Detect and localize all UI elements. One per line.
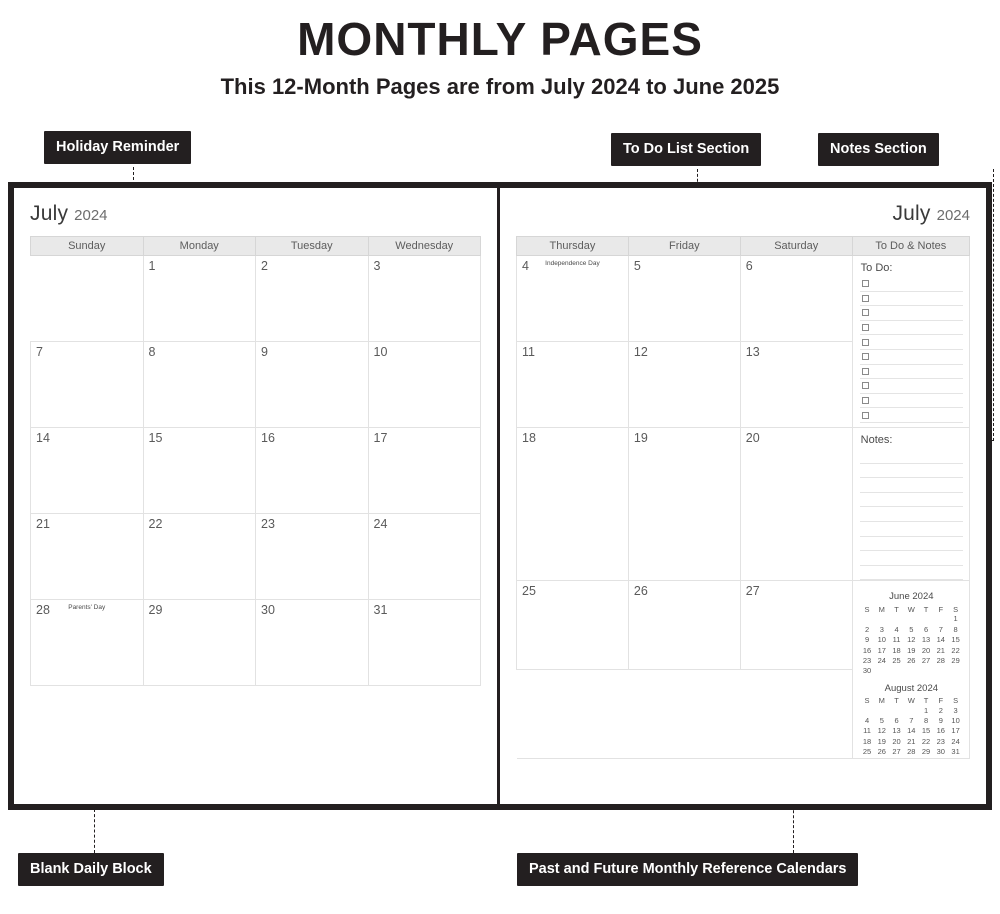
mini-day-cell	[860, 706, 875, 716]
day-number: 9	[261, 345, 268, 359]
mini-day-cell: 17	[951, 726, 960, 736]
mini-week-row	[860, 656, 963, 666]
mini-week-row	[860, 635, 963, 645]
mini-day-cell: 29	[951, 655, 960, 665]
callout-holiday-reminder: Holiday Reminder	[44, 131, 191, 164]
mini-day-cell: 30	[936, 747, 945, 757]
week-row	[31, 256, 481, 342]
weekday-header-sunday: Sunday	[31, 237, 144, 256]
week-row	[31, 342, 481, 428]
mini-day-cell: 25	[892, 655, 901, 665]
mini-day-cell: 1	[953, 614, 958, 624]
day-cell[interactable]	[628, 342, 740, 428]
mini-calendar-grid	[860, 604, 963, 676]
mini-day-cell: 6	[923, 624, 929, 634]
mini-day-cell: 22	[921, 736, 931, 746]
day-cell[interactable]	[740, 581, 852, 670]
checkbox-icon[interactable]	[862, 339, 869, 346]
mini-day-cell: 9	[938, 716, 943, 726]
mini-week-row	[860, 737, 963, 747]
left-page-month-header	[30, 202, 481, 236]
page-subtitle: This 12-Month Pages are from July 2024 to June 2025	[220, 74, 780, 99]
callout-notes-section: Notes Section	[818, 133, 939, 166]
note-line[interactable]	[860, 566, 963, 581]
mini-calendar-title: August 2024	[884, 682, 939, 694]
mini-week-row	[860, 614, 963, 624]
day-cell[interactable]	[31, 342, 144, 428]
mini-day-cell	[889, 706, 904, 716]
mini-week-row	[860, 625, 963, 635]
mini-day-cell: 8	[923, 716, 929, 726]
mini-weekday-header: M	[878, 696, 885, 706]
mini-day-cell: 1	[923, 705, 929, 715]
mini-day-cell: 12	[907, 635, 916, 645]
mini-day-cell: 14	[936, 635, 945, 645]
day-cell[interactable]	[256, 428, 369, 514]
mini-day-cell: 15	[921, 726, 931, 736]
day-cell[interactable]	[31, 600, 144, 686]
mini-day-cell: 25	[862, 747, 872, 757]
mini-day-cell	[919, 666, 934, 676]
mini-weekday-header: T	[894, 604, 899, 614]
mini-day-cell	[860, 614, 875, 624]
day-cell[interactable]	[143, 514, 256, 600]
notes-row-list[interactable]	[860, 449, 963, 580]
todo-row[interactable]	[860, 365, 963, 380]
week-row	[31, 600, 481, 686]
mini-week-row	[860, 747, 963, 757]
mini-weekday-header: W	[907, 696, 915, 706]
day-cell[interactable]	[628, 428, 740, 581]
mini-day-cell: 26	[877, 747, 886, 757]
mini-day-cell: 24	[877, 655, 886, 665]
mini-day-cell: 27	[892, 747, 901, 757]
note-line[interactable]	[860, 449, 963, 464]
todo-row[interactable]	[860, 350, 963, 365]
mini-day-cell: 9	[864, 635, 870, 645]
right-weekday-row	[517, 237, 970, 256]
left-month-grid	[30, 236, 481, 686]
mini-day-cell: 3	[953, 705, 958, 715]
mini-day-cell: 17	[877, 645, 886, 655]
day-cell[interactable]	[740, 342, 852, 428]
day-number: 15	[148, 431, 163, 445]
mini-weekday-row	[860, 604, 963, 614]
todo-row[interactable]	[860, 277, 963, 292]
day-cell[interactable]	[740, 669, 852, 758]
mini-weekday-header: F	[938, 604, 944, 614]
day-cell[interactable]	[517, 581, 629, 670]
leader-line-notes-vert	[993, 169, 994, 441]
mini-day-cell: 23	[862, 655, 872, 665]
mini-day-cell: 2	[864, 624, 870, 634]
day-number: 8	[148, 345, 156, 359]
reference-calendars	[852, 581, 969, 758]
mini-day-cell: 5	[909, 624, 914, 634]
mini-day-cell: 28	[907, 747, 916, 757]
day-cell[interactable]	[740, 256, 852, 342]
right-month-year: 2024	[936, 207, 970, 224]
day-number: 4	[522, 259, 529, 273]
mini-day-cell: 7	[938, 624, 943, 634]
right-month-name: July	[892, 202, 931, 225]
mini-day-cell: 10	[951, 716, 960, 726]
todo-row[interactable]	[860, 321, 963, 336]
day-cell[interactable]	[517, 669, 629, 758]
notes-label: Notes:	[860, 434, 893, 446]
mini-day-cell	[904, 666, 919, 676]
mini-day-cell: 16	[862, 645, 872, 655]
mini-day-cell: 12	[877, 726, 886, 736]
mini-day-cell: 19	[907, 645, 916, 655]
mini-weekday-header: T	[894, 696, 899, 706]
day-number: 12	[633, 345, 648, 359]
day-number: 30	[261, 603, 275, 617]
mini-day-cell: 10	[877, 635, 886, 645]
mini-day-cell: 6	[894, 716, 899, 726]
day-number: 31	[373, 603, 388, 617]
mini-day-cell: 8	[953, 624, 958, 634]
todo-section[interactable]	[852, 256, 969, 428]
mini-day-cell: 29	[921, 747, 931, 757]
day-cell[interactable]	[256, 514, 369, 600]
day-number: 23	[261, 517, 275, 531]
day-number: 25	[522, 584, 536, 599]
mini-day-cell: 22	[951, 645, 960, 655]
mini-day-cell: 26	[907, 655, 916, 665]
mini-weekday-header: S	[953, 696, 959, 706]
week-row	[517, 428, 970, 581]
mini-day-cell: 13	[892, 726, 901, 736]
mini-day-cell	[919, 614, 934, 624]
day-number: 7	[36, 345, 43, 359]
day-cell[interactable]	[256, 600, 369, 686]
mini-day-cell: 3	[879, 624, 884, 634]
weekday-header-saturday: Saturday	[740, 237, 852, 256]
day-number: 3	[373, 259, 381, 273]
callout-todo-list-section: To Do List Section	[611, 133, 761, 166]
holiday-note: Independence Day	[545, 260, 600, 267]
weekday-header-friday: Friday	[628, 237, 740, 256]
mini-day-cell: 11	[892, 635, 901, 645]
day-cell[interactable]	[368, 600, 481, 686]
mini-day-cell	[933, 614, 948, 624]
callout-blank-daily-block: Blank Daily Block	[18, 853, 164, 886]
day-cell[interactable]	[31, 256, 144, 342]
left-month-year: 2024	[74, 207, 108, 224]
mini-day-cell	[889, 614, 904, 624]
mini-day-cell	[874, 666, 889, 676]
mini-weekday-header: T	[923, 604, 929, 614]
todo-row[interactable]	[860, 394, 963, 409]
checkbox-icon[interactable]	[862, 412, 869, 419]
left-page	[14, 188, 500, 804]
day-number: 1	[148, 259, 156, 273]
holiday-note: Parents' Day	[68, 604, 106, 611]
week-row	[517, 581, 970, 670]
mini-day-cell	[904, 706, 919, 716]
notes-section[interactable]	[852, 428, 969, 581]
day-cell[interactable]	[143, 342, 256, 428]
day-cell[interactable]	[740, 428, 852, 581]
day-number: 27	[745, 584, 760, 599]
mini-weekday-row	[860, 696, 963, 706]
mini-day-cell: 19	[877, 736, 886, 746]
left-month-name: July	[30, 202, 69, 225]
day-number: 11	[522, 345, 535, 359]
callout-past-future-calendars: Past and Future Monthly Reference Calendars	[517, 853, 858, 886]
right-page-month-header	[516, 202, 970, 236]
day-number: 13	[745, 345, 760, 359]
mini-day-cell: 31	[951, 747, 960, 757]
mini-day-cell	[933, 666, 948, 676]
mini-day-cell	[889, 666, 904, 676]
mini-week-row	[860, 716, 963, 726]
checkbox-icon[interactable]	[862, 397, 869, 404]
mini-day-cell	[948, 666, 963, 676]
mini-day-cell: 18	[862, 736, 872, 746]
mini-calendar-june	[860, 591, 963, 676]
weekday-header-tuesday: Tuesday	[256, 237, 369, 256]
note-line[interactable]	[860, 478, 963, 493]
week-row	[517, 256, 970, 342]
day-number: 10	[373, 345, 388, 359]
mini-week-row	[860, 726, 963, 736]
note-line[interactable]	[860, 537, 963, 552]
day-cell[interactable]	[143, 428, 256, 514]
day-number: 18	[522, 431, 536, 445]
note-line[interactable]	[860, 507, 963, 522]
day-number: 20	[745, 431, 760, 445]
weekday-header-thursday: Thursday	[517, 237, 629, 256]
checkbox-icon[interactable]	[862, 382, 869, 389]
mini-day-cell: 30	[862, 666, 872, 676]
day-number: 14	[36, 431, 50, 445]
day-cell[interactable]	[517, 342, 629, 428]
day-cell[interactable]	[368, 514, 481, 600]
mini-week-row	[860, 666, 963, 676]
day-cell[interactable]	[31, 514, 144, 600]
mini-day-cell: 28	[936, 655, 945, 665]
day-cell[interactable]	[143, 256, 256, 342]
day-cell[interactable]	[628, 581, 740, 670]
mini-day-cell: 7	[909, 716, 914, 726]
mini-day-cell: 20	[892, 736, 901, 746]
mini-day-cell: 24	[951, 736, 960, 746]
day-cell[interactable]	[256, 256, 369, 342]
day-number: 5	[633, 259, 641, 273]
mini-day-cell: 18	[892, 645, 901, 655]
mini-day-cell: 13	[921, 635, 931, 645]
checkbox-icon[interactable]	[862, 295, 869, 302]
planner-spread	[8, 182, 992, 810]
weekday-header-wednesday: Wednesday	[368, 237, 481, 256]
day-number: 2	[261, 259, 268, 273]
day-cell[interactable]	[517, 428, 629, 581]
mini-week-row	[860, 646, 963, 656]
day-cell[interactable]	[368, 342, 481, 428]
mini-day-cell: 27	[921, 655, 931, 665]
week-row	[31, 428, 481, 514]
weekday-header-monday: Monday	[143, 237, 256, 256]
note-line[interactable]	[860, 464, 963, 479]
mini-day-cell	[904, 614, 919, 624]
day-cell[interactable]	[628, 256, 740, 342]
mini-day-cell: 21	[936, 645, 945, 655]
week-row	[31, 514, 481, 600]
mini-weekday-header: M	[878, 604, 885, 614]
mini-weekday-header: F	[938, 696, 944, 706]
day-cell[interactable]	[31, 428, 144, 514]
note-line[interactable]	[860, 551, 963, 566]
day-cell[interactable]	[628, 669, 740, 758]
mini-day-cell	[874, 614, 889, 624]
mini-day-cell: 11	[863, 726, 871, 736]
mini-calendar-grid	[860, 696, 963, 758]
day-number: 21	[36, 517, 50, 531]
mini-week-row	[860, 706, 963, 716]
mini-weekday-header: S	[864, 604, 870, 614]
todo-row-list[interactable]	[860, 277, 963, 423]
day-number: 19	[633, 431, 648, 445]
day-number: 28	[36, 603, 50, 617]
day-number: 24	[373, 517, 388, 531]
todo-row[interactable]	[860, 306, 963, 321]
mini-day-cell: 20	[921, 645, 931, 655]
checkbox-icon[interactable]	[862, 368, 869, 375]
sidebar-header-todo-notes: To Do & Notes	[852, 237, 969, 256]
mini-day-cell: 2	[938, 705, 943, 715]
right-page	[500, 188, 986, 804]
mini-weekday-header: T	[923, 696, 929, 706]
mini-weekday-header: W	[907, 604, 915, 614]
day-number: 22	[148, 517, 163, 531]
day-cell[interactable]	[256, 342, 369, 428]
mini-weekday-header: S	[953, 604, 959, 614]
mini-day-cell: 4	[864, 716, 870, 726]
day-cell[interactable]	[368, 256, 481, 342]
checkbox-icon[interactable]	[862, 309, 869, 316]
left-weekday-row	[31, 237, 481, 256]
day-number: 26	[633, 584, 648, 599]
day-cell[interactable]	[143, 600, 256, 686]
mini-day-cell: 21	[907, 736, 916, 746]
day-number: 16	[261, 431, 275, 445]
mini-day-cell: 5	[879, 716, 884, 726]
day-number: 17	[373, 431, 388, 445]
todo-row[interactable]	[860, 379, 963, 394]
todo-label: To Do:	[860, 262, 893, 274]
right-month-grid	[516, 236, 970, 759]
checkbox-icon[interactable]	[862, 280, 869, 287]
mini-day-cell: 14	[907, 726, 916, 736]
mini-day-cell: 16	[936, 726, 945, 736]
day-number: 6	[745, 259, 753, 273]
day-number: 29	[148, 603, 163, 617]
mini-day-cell: 4	[894, 624, 899, 634]
checkbox-icon[interactable]	[862, 353, 869, 360]
todo-row[interactable]	[860, 408, 963, 423]
mini-day-cell: 23	[936, 736, 945, 746]
page-title: MONTHLY PAGES	[297, 13, 703, 65]
note-line[interactable]	[860, 522, 963, 537]
mini-day-cell	[874, 706, 889, 716]
day-cell[interactable]	[368, 428, 481, 514]
todo-row[interactable]	[860, 292, 963, 307]
mini-weekday-header: S	[864, 696, 870, 706]
checkbox-icon[interactable]	[862, 324, 869, 331]
todo-row[interactable]	[860, 335, 963, 350]
mini-calendar-august	[860, 683, 963, 758]
note-line[interactable]	[860, 493, 963, 508]
mini-day-cell: 15	[951, 635, 960, 645]
day-cell[interactable]	[517, 256, 629, 342]
mini-calendar-title: June 2024	[889, 591, 934, 603]
